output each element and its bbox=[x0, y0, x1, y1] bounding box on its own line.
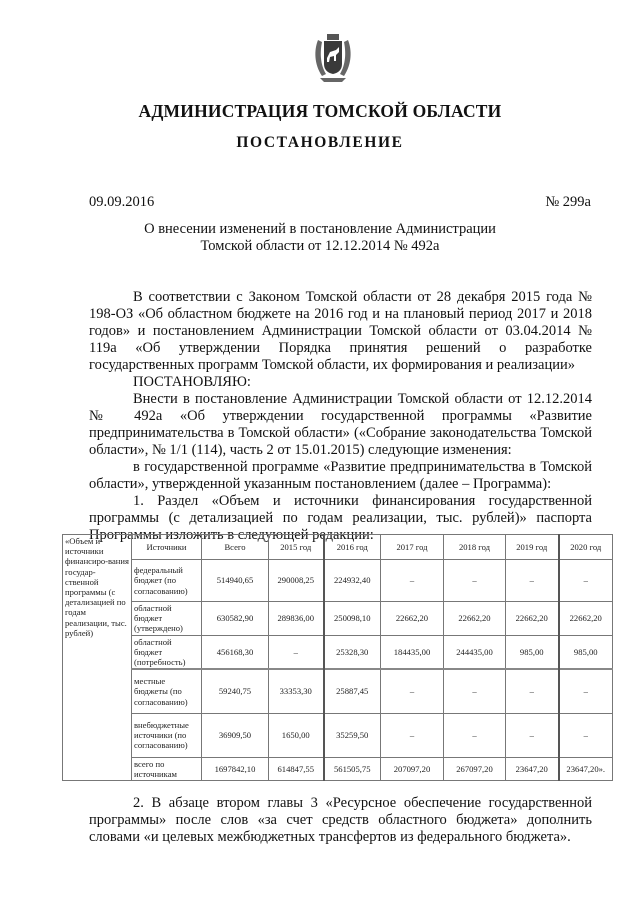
source-cell: внебюджетные источники (по согласованию) bbox=[132, 713, 202, 757]
table-row bbox=[63, 602, 613, 636]
source-cell: федеральный бюджет (по согласованию) bbox=[132, 560, 202, 602]
value-cell: 59240,75 bbox=[202, 669, 269, 713]
value-cell: – bbox=[269, 635, 324, 669]
value-cell: 985,00 bbox=[506, 635, 559, 669]
table-row bbox=[63, 669, 613, 713]
coat-of-arms-icon bbox=[312, 28, 354, 84]
paragraph-preamble: В соответствии с Законом Томской области от 28 декабря 2015 года № 198-ОЗ «Об областном бюджете на 2016 год и на плановый период 2017 и 2018 годов» и постановлением Администрации Томской области от 03.04.2014 № 119а «Об утверждении Порядка принятия решений о разработке государственных программ Томской области, их формирования и реализации» bbox=[89, 289, 592, 373]
value-cell: 290008,25 bbox=[269, 560, 324, 602]
value-cell: 244435,00 bbox=[444, 635, 506, 669]
source-cell: областной бюджет (утверждено) bbox=[132, 602, 202, 636]
subject-line: Томской области от 12.12.2014 № 492а bbox=[200, 238, 440, 254]
paragraph-resolve: ПОСТАНОВЛЯЮ: bbox=[133, 374, 251, 390]
value-cell: 25328,30 bbox=[324, 635, 381, 669]
source-cell: областной бюджет (потребность) bbox=[132, 635, 202, 669]
body-text bbox=[89, 289, 592, 544]
paragraph-item-2: 2. В абзаце втором главы 3 «Ресурсное обеспечение государственной программы» после слов «за счет средств областного бюджета» дополнить словами «и целевых межбюджетных трансфертов из федерального бюджета». bbox=[89, 795, 592, 845]
value-cell: 36909,50 bbox=[202, 713, 269, 757]
document-number: № 299а bbox=[545, 194, 591, 210]
organization-title: АДМИНИСТРАЦИЯ ТОМСКОЙ ОБЛАСТИ bbox=[138, 101, 502, 121]
table-row bbox=[63, 713, 613, 757]
value-cell: – bbox=[506, 669, 559, 713]
table-header-row bbox=[63, 535, 613, 560]
header-cell: Источники bbox=[132, 535, 202, 560]
header-cell: 2018 год bbox=[444, 535, 506, 560]
financing-table bbox=[62, 534, 613, 781]
value-cell: 33353,30 bbox=[269, 669, 324, 713]
value-cell: – bbox=[444, 560, 506, 602]
value-cell: 22662,20 bbox=[444, 602, 506, 636]
source-cell: местные бюджеты (по согласованию) bbox=[132, 669, 202, 713]
value-cell: 267097,20 bbox=[444, 757, 506, 780]
value-cell: 985,00 bbox=[559, 635, 613, 669]
header-cell: 2020 год bbox=[559, 535, 613, 560]
value-cell: 630582,90 bbox=[202, 602, 269, 636]
value-cell: 22662,20 bbox=[559, 602, 613, 636]
table-row-total bbox=[63, 757, 613, 780]
value-cell: 35259,50 bbox=[324, 713, 381, 757]
source-cell: всего по источникам bbox=[132, 757, 202, 780]
value-cell: 289836,00 bbox=[269, 602, 324, 636]
value-cell: 514940,65 bbox=[202, 560, 269, 602]
final-text bbox=[89, 795, 592, 846]
value-cell: – bbox=[506, 713, 559, 757]
document-type: ПОСТАНОВЛЕНИЕ bbox=[236, 134, 404, 151]
paragraph-program: в государственной программе «Развитие предпринимательства в Томской области», утвержденной указанным постановлением (далее – Программа): bbox=[89, 459, 592, 492]
value-cell: 561505,75 bbox=[324, 757, 381, 780]
value-cell: 25887,45 bbox=[324, 669, 381, 713]
value-cell: – bbox=[381, 669, 444, 713]
value-cell: 22662,20 bbox=[506, 602, 559, 636]
value-cell: 23647,20». bbox=[559, 757, 613, 780]
paragraph-item-1: 1. Раздел «Объем и источники финансирования государственной программы (с детализацией по годам реализации, тыс. рублей)» паспорта Программы изложить в следующей редакции: bbox=[89, 493, 592, 543]
value-cell: – bbox=[381, 560, 444, 602]
table-row bbox=[63, 560, 613, 602]
value-cell: 184435,00 bbox=[381, 635, 444, 669]
value-cell: – bbox=[559, 669, 613, 713]
header-cell: 2019 год bbox=[506, 535, 559, 560]
value-cell: – bbox=[444, 669, 506, 713]
value-cell: 1697842,10 bbox=[202, 757, 269, 780]
value-cell: 250098,10 bbox=[324, 602, 381, 636]
value-cell: 22662,20 bbox=[381, 602, 444, 636]
value-cell: 1650,00 bbox=[269, 713, 324, 757]
document-date: 09.09.2016 bbox=[89, 194, 155, 210]
value-cell: 224932,40 bbox=[324, 560, 381, 602]
subject-line: О внесении изменений в постановление Администрации bbox=[144, 221, 496, 237]
document-subject bbox=[0, 221, 640, 255]
paragraph-amend: Внести в постановление Администрации Томской области от 12.12.2014 № 492а «Об утверждении государственной программы «Развитие предпринимательства в Томской области» («Собрание законодательства Томской области», № 1/1 (114), часть 2 от 15.01.2015) следующие изменения: bbox=[89, 391, 592, 458]
value-cell: – bbox=[506, 560, 559, 602]
header-cell: 2015 год bbox=[269, 535, 324, 560]
value-cell: – bbox=[381, 713, 444, 757]
table-row bbox=[63, 635, 613, 669]
value-cell: – bbox=[444, 713, 506, 757]
value-cell: 207097,20 bbox=[381, 757, 444, 780]
header-cell: 2016 год bbox=[324, 535, 381, 560]
row-label-cell: «Объем и источники финансиро-вания государ-ственной программы (с детализацией по годам реализации, тыс. рублей) bbox=[63, 535, 132, 781]
header-cell: 2017 год bbox=[381, 535, 444, 560]
header-cell: Всего bbox=[202, 535, 269, 560]
value-cell: – bbox=[559, 713, 613, 757]
value-cell: 456168,30 bbox=[202, 635, 269, 669]
value-cell: 23647,20 bbox=[506, 757, 559, 780]
value-cell: 614847,55 bbox=[269, 757, 324, 780]
value-cell: – bbox=[559, 560, 613, 602]
